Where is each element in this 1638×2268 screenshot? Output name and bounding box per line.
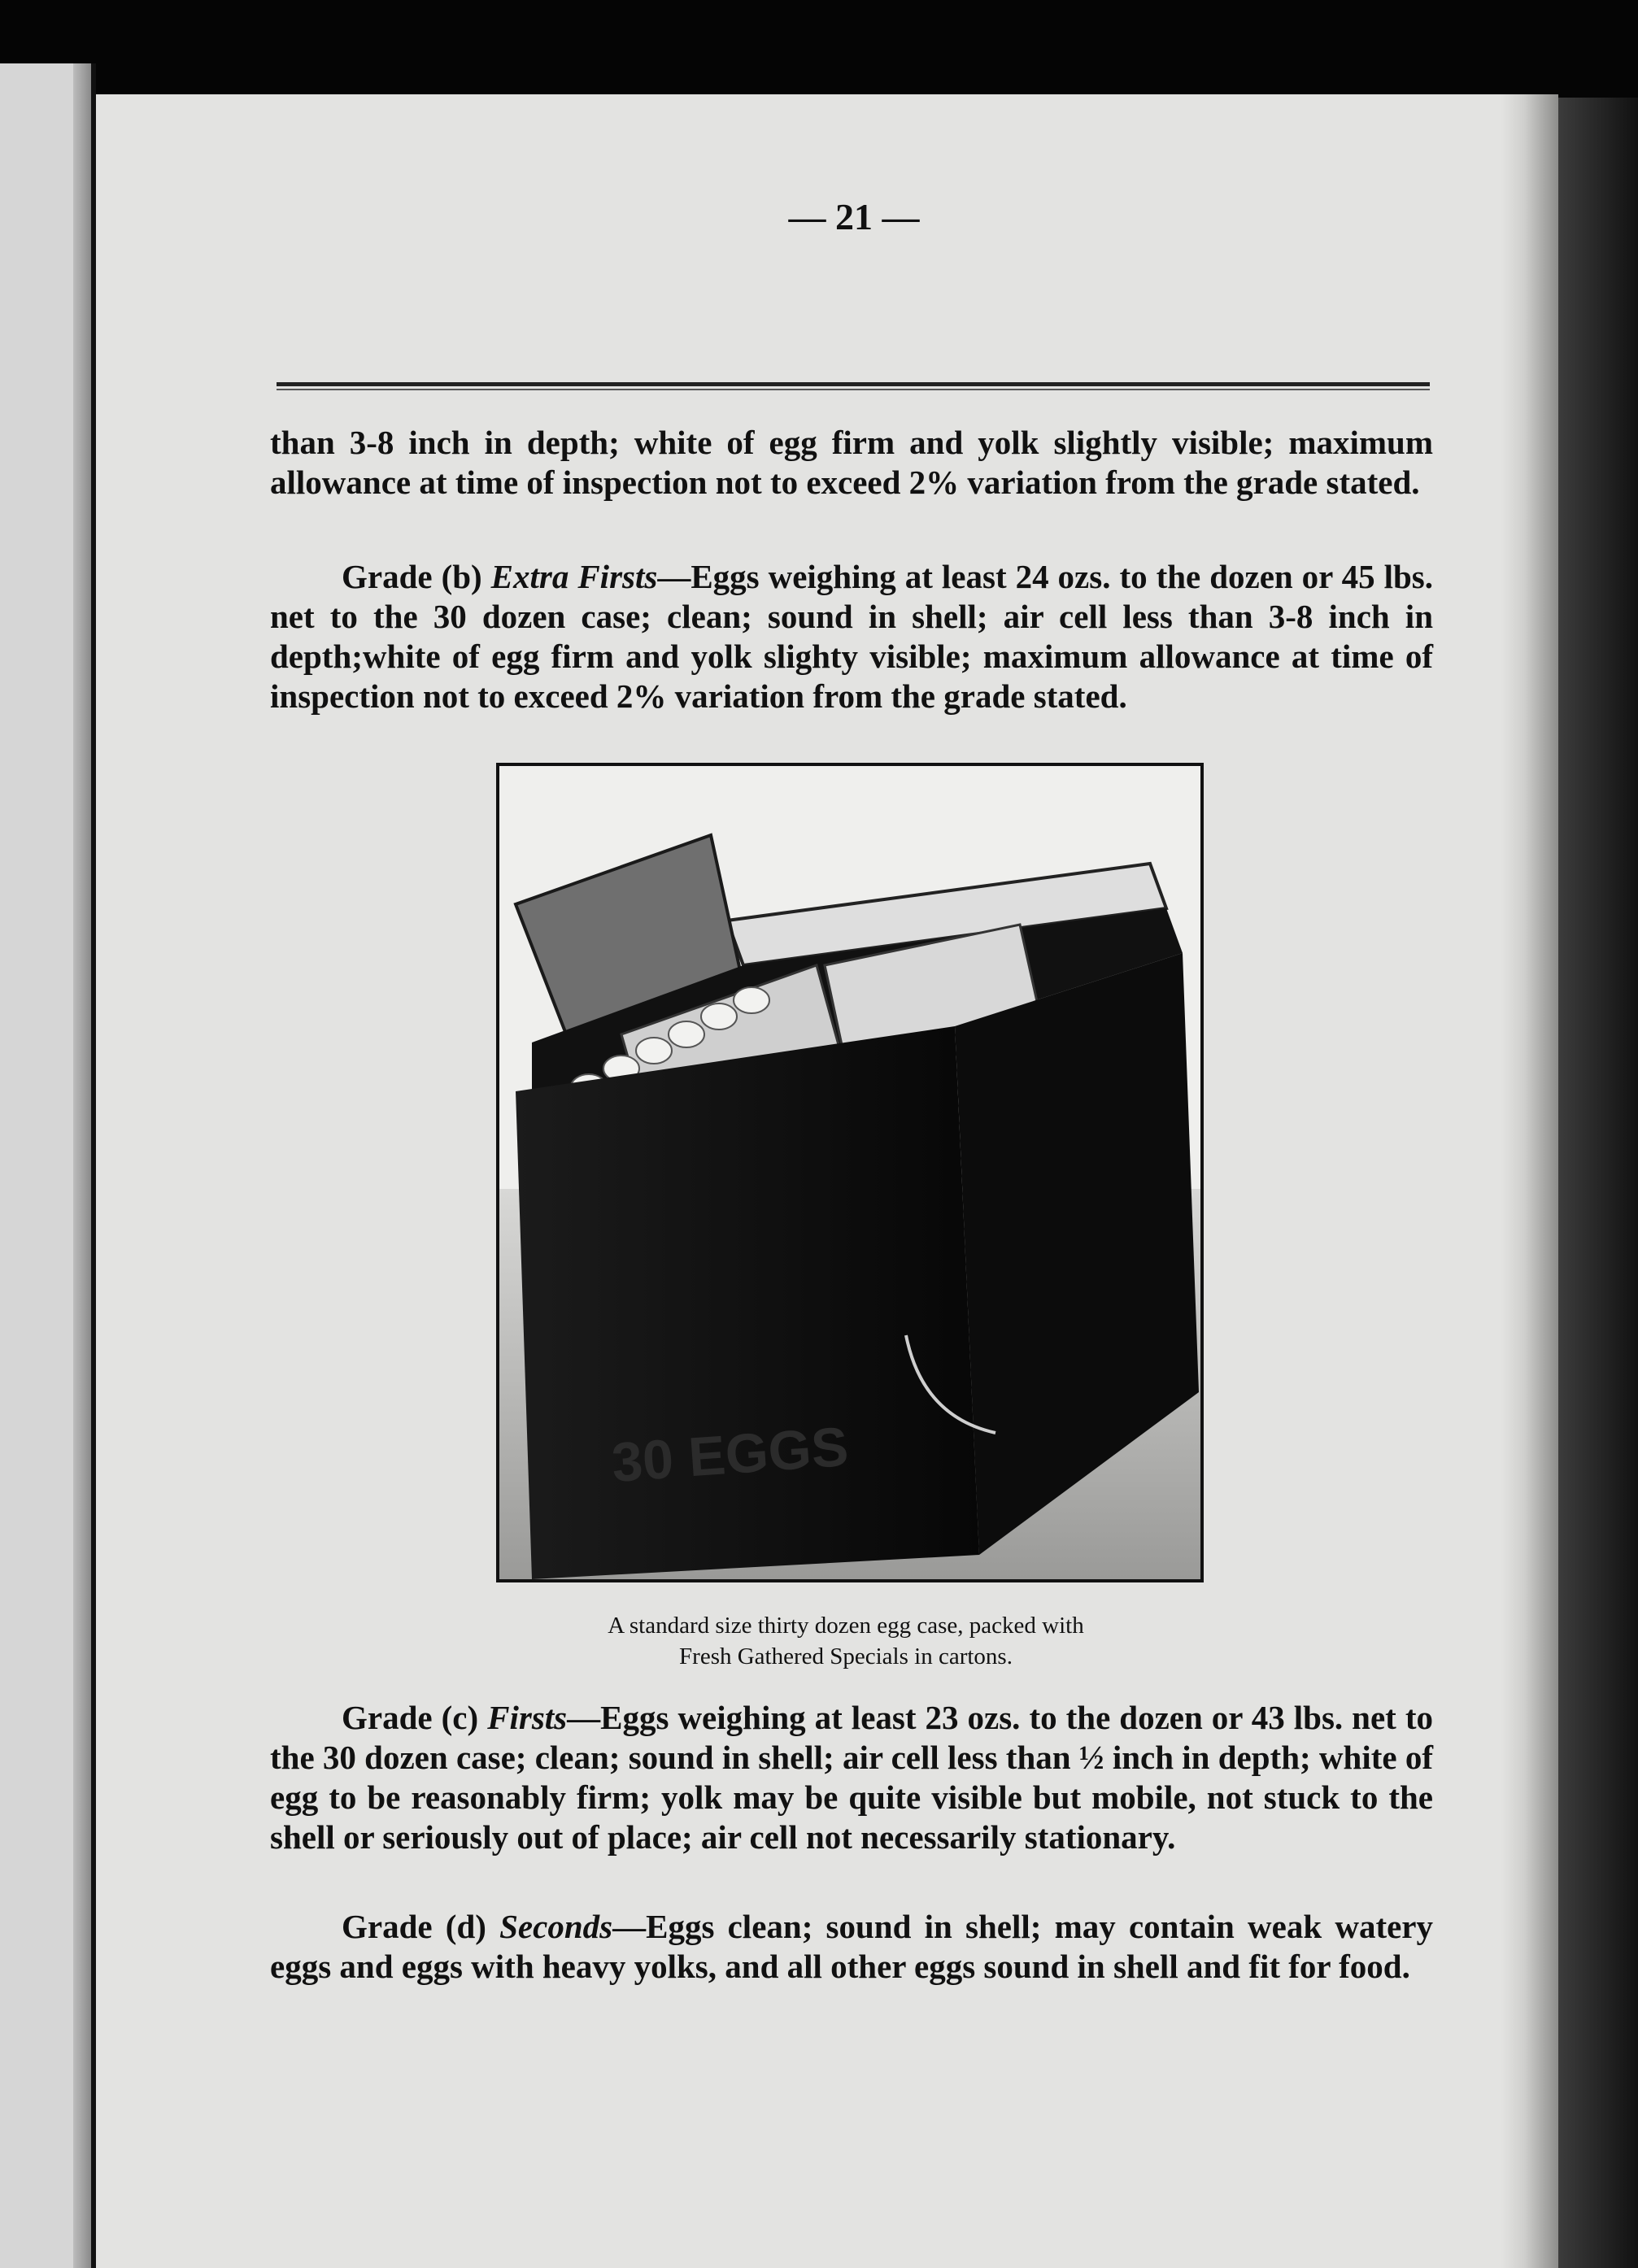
paragraph-grade-b [270, 557, 1433, 716]
paragraph-grade-c [270, 1698, 1433, 1857]
egg-case-photo [496, 763, 1204, 1582]
caption-line-2: Fresh Gathered Specials in cartons. [679, 1643, 1013, 1669]
grade-lead: Grade (c) [342, 1699, 488, 1736]
paragraph-text: —Eggs weighing at least 24 ozs. to the dozen or 45 lbs. net to the 30 dozen case; clean; sound in shell; air cell less than 3-8 inch in depth;white of egg firm and yolk slighty visible; maximum allowance at time of inspection not to exceed 2% variation from the grade stated. [270, 558, 1433, 715]
right-binding-strip [1558, 98, 1638, 2268]
facing-page-edge [0, 63, 96, 2268]
header-rule-thin [277, 389, 1430, 390]
case-marking: 30 EGGS [609, 1415, 851, 1494]
grade-name: Firsts [487, 1699, 568, 1736]
header-rule [277, 382, 1430, 386]
grade-lead: Grade (b) [342, 558, 491, 595]
paragraph-continuation [270, 423, 1433, 503]
grade-name: Extra Firsts [490, 558, 658, 595]
page-fold-shadow [73, 63, 91, 2268]
paragraph-text: than 3-8 inch in depth; white of egg firm and yolk slightly visible; maximum allowance at time of inspection not to exceed 2% variation from the grade stated. [270, 424, 1433, 501]
page-number: — 21 — [788, 196, 920, 237]
grade-name: Seconds [499, 1908, 613, 1945]
page-edge-shadow [1501, 94, 1558, 2268]
paragraph-text: —Eggs weighing at least 23 ozs. to the dozen or 43 lbs. net to the 30 dozen case; clean; sound in shell; air cell less than ½ inch in depth; white of egg to be reasonably firm; yolk may be quite visible but mobile, not stuck to the shell or seriously out of place; air cell not necessarily stationary. [270, 1699, 1433, 1856]
figure-caption [488, 1610, 1204, 1672]
egg-case-illustration [499, 766, 1200, 1579]
caption-line-1: A standard size thirty dozen egg case, packed with [608, 1613, 1084, 1639]
paragraph-text: —Eggs clean; sound in shell; may contain weak watery eggs and eggs with heavy yolks, and all other eggs sound in shell and fit for food. [270, 1908, 1434, 1985]
grade-lead: Grade (d) [342, 1908, 500, 1945]
paragraph-grade-d [270, 1907, 1433, 1987]
